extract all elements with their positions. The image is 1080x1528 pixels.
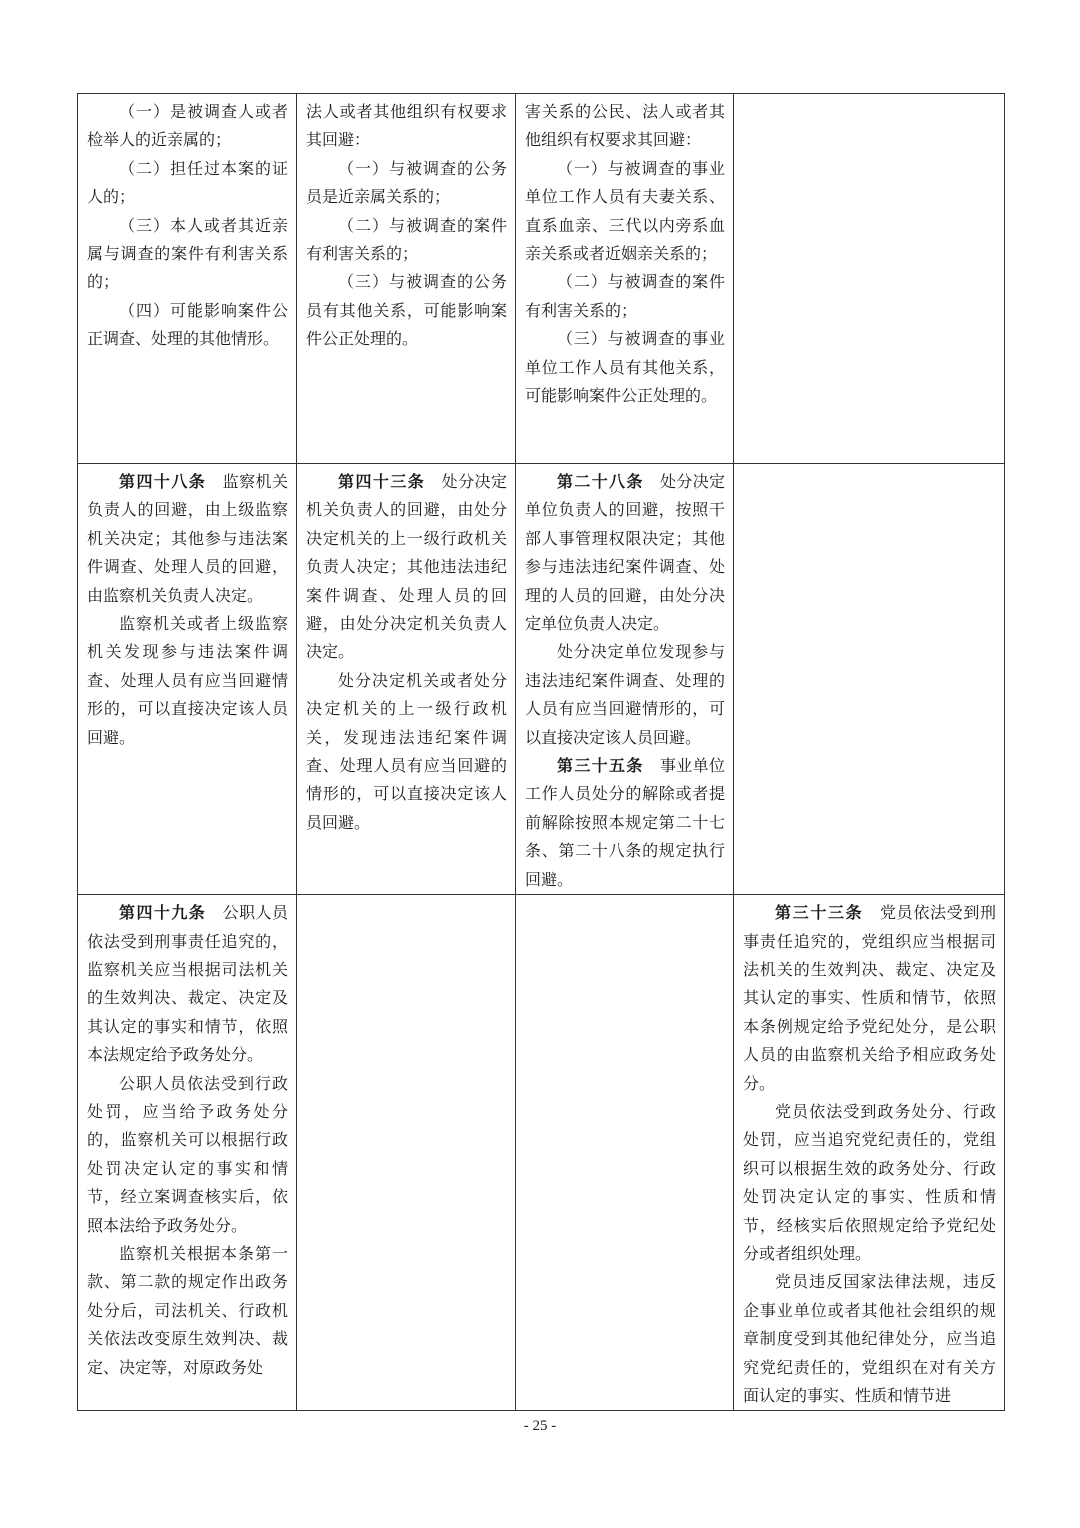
paragraph: 第四十三条 处分决定机关负责人的回避，由处分决定机关的上一级行政机关负责人决定；其他违法违纪案件调查、处理人员的回避，由处分决定机关负责人决定。 <box>306 472 507 662</box>
article-number: 第二十八条 <box>557 472 644 491</box>
page-number: - 25 - <box>523 1418 557 1434</box>
article-number: 第四十八条 <box>119 472 207 491</box>
paragraph: 害关系的公民、法人或者其他组织有权要求其回避： <box>525 102 725 150</box>
paragraph: 第四十八条 监察机关负责人的回避，由上级监察机关决定；其他参与违法案件调查、处理人员的回避，由监察机关负责人决定。 <box>87 472 288 605</box>
paragraph: （三）与被调查的事业单位工作人员有其他关系，可能影响案件公正处理的。 <box>525 329 725 406</box>
paragraph: （二）担任过本案的证人的； <box>87 158 288 207</box>
table-cell-empty <box>734 464 1005 895</box>
table-cell <box>297 464 516 895</box>
table-row <box>78 464 1005 895</box>
paragraph: （三）本人或者其近亲属与调查的案件有利害关系的； <box>87 215 288 292</box>
paragraph: 第四十九条 公职人员依法受到刑事责任追究的，监察机关应当根据司法机关的生效判决、裁定、决定及其认定的事实和情节，依照本法规定给予政务处分。 <box>87 903 288 1065</box>
table-cell <box>734 895 1005 1411</box>
article-number: 第四十九条 <box>119 903 207 923</box>
paragraph: 第三十三条 党员依法受到刑事责任追究的，党组织应当根据司法机关的生效判决、裁定、决定及其认定的事实、性质和情节，依照本条例规定给予党纪处分，是公职人员的由监察机关给予相应政务处分。 <box>743 903 996 1093</box>
table-row <box>78 94 1005 464</box>
article-number: 第三十五条 <box>557 756 644 776</box>
paragraph: 第三十五条 事业单位工作人员处分的解除或者提前解除按照本规定第二十七条、第二十八条的规定执行回避。 <box>525 756 725 889</box>
table-cell <box>78 464 297 895</box>
table-cell <box>297 94 516 464</box>
paragraph: （一）是被调查人或者检举人的近亲属的； <box>87 102 288 150</box>
paragraph: 法人或者其他组织有权要求其回避： <box>306 102 507 150</box>
paragraph: （四）可能影响案件公正调查、处理的其他情形。 <box>87 300 288 349</box>
paragraph: （二）与被调查的案件有利害关系的； <box>306 215 507 264</box>
paragraph: （二）与被调查的案件有利害关系的； <box>525 272 725 320</box>
paragraph: 监察机关根据本条第一款、第二款的规定作出政务处分后，司法机关、行政机关依法改变原生效判决、裁定、决定等，对原政务处 <box>87 1243 288 1377</box>
paragraph: 公职人员依法受到行政处罚，应当给予政务处分的，监察机关可以根据行政处罚决定认定的事实和情节，经立案调查核实后，依照本法给予政务处分。 <box>87 1073 288 1235</box>
paragraph: （一）与被调查的事业单位工作人员有夫妻关系、直系血亲、三代以内旁系血亲关系或者近姻亲关系的； <box>525 158 725 264</box>
table-cell-empty <box>516 895 734 1411</box>
paragraph: （一）与被调查的公务员是近亲属关系的； <box>306 158 507 207</box>
paragraph: 第二十八条 处分决定单位负责人的回避，按照干部人事管理权限决定；其他参与违法违纪案件调查、处理的人员的回避，由处分决定单位负责人决定。 <box>525 472 725 634</box>
article-number: 第三十三条 <box>775 903 864 923</box>
article-number: 第四十三条 <box>338 472 426 491</box>
table-cell <box>78 94 297 464</box>
table-cell-empty <box>734 94 1005 464</box>
table-cell-empty <box>297 895 516 1411</box>
table-cell <box>516 464 734 895</box>
paragraph: 党员违反国家法律法规，违反企事业单位或者其他社会组织的规章制度受到其他纪律处分，应当追究党纪责任的，党组织在对有关方面认定的事实、性质和情节进 <box>743 1272 996 1405</box>
table-cell <box>516 94 734 464</box>
paragraph: 监察机关或者上级监察机关发现参与违法案件调查、处理人员有应当回避情形的，可以直接决定该人员回避。 <box>87 614 288 747</box>
paragraph: 处分决定机关或者处分决定机关的上一级行政机关，发现违法违纪案件调查、处理人员有应当回避的情形的，可以直接决定该人员回避。 <box>306 670 507 832</box>
paragraph: 处分决定单位发现参与违法违纪案件调查、处理的人员有应当回避情形的，可以直接决定该人员回避。 <box>525 642 725 747</box>
paragraph: （三）与被调查的公务员有其他关系，可能影响案件公正处理的。 <box>306 272 507 349</box>
table-cell <box>78 895 297 1411</box>
regulation-comparison-table <box>77 93 1005 1411</box>
table-row <box>78 895 1005 1411</box>
paragraph: 党员依法受到政务处分、行政处罚，应当追究党纪责任的，党组织可以根据生效的政务处分、行政处罚决定认定的事实、性质和情节，经核实后依照规定给予党纪处分或者组织处理。 <box>743 1101 996 1263</box>
